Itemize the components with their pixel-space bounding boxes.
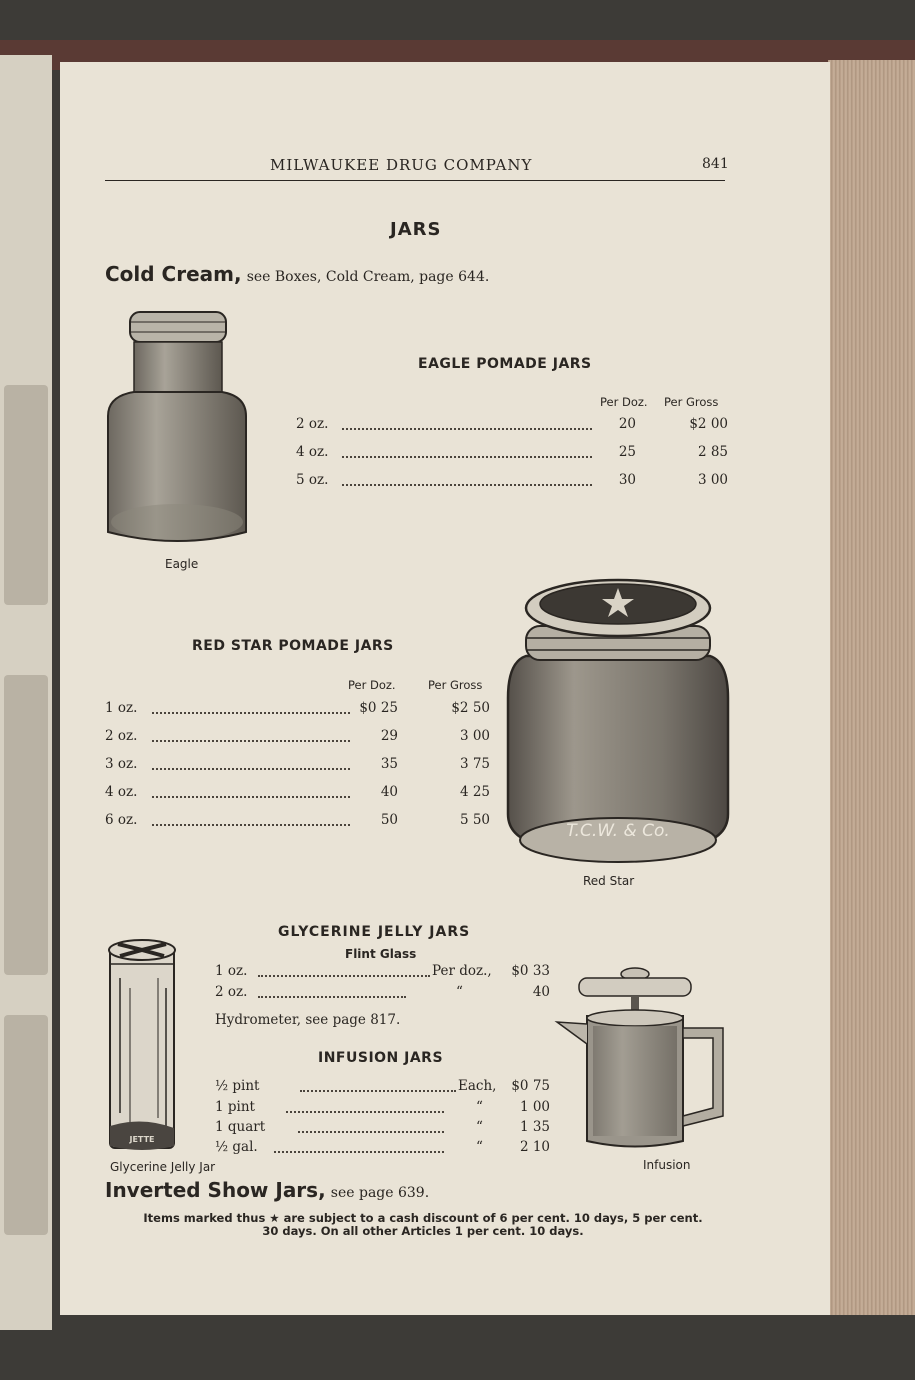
- red-star-jar-label: T.C.W. & Co.: [566, 821, 670, 841]
- glycerine-row-unit: Per doz.,: [432, 963, 492, 979]
- glycerine-jar-illustration: [108, 938, 178, 1158]
- inverted-line: [105, 1178, 429, 1202]
- facing-page-edge: [0, 55, 52, 1330]
- red-star-row-doz: 40: [380, 784, 398, 800]
- company-header: MILWAUKEE DRUG COMPANY: [270, 156, 533, 174]
- infusion-row-size: ½ gal.: [215, 1139, 258, 1155]
- infusion-heading: INFUSION JARS: [318, 1050, 444, 1066]
- discount-note: [105, 1212, 741, 1238]
- eagle-col-doz: Per Doz.: [600, 395, 648, 409]
- page-title: JARS: [390, 219, 442, 240]
- red-star-col-gross: Per Gross: [428, 678, 483, 692]
- discount-note-line-1: Items marked thus ★ are subject to a cash discount of 6 per cent. 10 days, 5 per cent.: [143, 1211, 703, 1225]
- page-block-edge: [828, 60, 915, 1315]
- eagle-col-gross: Per Gross: [664, 395, 719, 409]
- glycerine-jar-label: JETTE: [129, 1135, 155, 1144]
- red-star-heading: RED STAR POMADE JARS: [192, 638, 394, 654]
- red-star-col-doz: Per Doz.: [348, 678, 396, 692]
- eagle-jar-illustration: [104, 304, 252, 549]
- header-rule: [105, 180, 725, 181]
- infusion-row-price: $0 75: [511, 1078, 550, 1094]
- eagle-row-doz: 25: [618, 444, 636, 460]
- cold-cream-line: [105, 262, 489, 286]
- red-star-row-doz: 50: [380, 812, 398, 828]
- glycerine-row-size: 1 oz.: [215, 963, 248, 979]
- infusion-row-unit: “: [476, 1119, 483, 1135]
- infusion-row-size: 1 pint: [215, 1099, 255, 1115]
- discount-note-line-2: 30 days. On all other Articles 1 per cent. 10 days.: [262, 1224, 584, 1238]
- red-star-row-doz: 35: [380, 756, 398, 772]
- red-star-row-gross: 5 50: [459, 812, 490, 828]
- glycerine-row-price: $0 33: [511, 963, 550, 979]
- red-star-row-size: 2 oz.: [105, 728, 138, 744]
- red-star-row-gross: 3 75: [459, 756, 490, 772]
- red-star-row-gross: 4 25: [459, 784, 490, 800]
- eagle-heading: EAGLE POMADE JARS: [418, 356, 592, 372]
- infusion-row-price: 1 00: [519, 1099, 550, 1115]
- red-star-row-gross: $2 50: [451, 700, 490, 716]
- glycerine-row-size: 2 oz.: [215, 984, 248, 1000]
- page-number: 841: [702, 156, 729, 172]
- eagle-row-gross: 3 00: [697, 472, 728, 488]
- glycerine-subheading: Flint Glass: [345, 947, 417, 961]
- glycerine-row-unit: “: [456, 984, 463, 1000]
- eagle-row-doz: 30: [618, 472, 636, 488]
- infusion-jar-illustration: [553, 966, 731, 1156]
- catalog-page: [60, 62, 830, 1315]
- eagle-row-doz: 20: [618, 416, 636, 432]
- eagle-row-size: 5 oz.: [296, 472, 329, 488]
- eagle-caption: Eagle: [165, 557, 199, 571]
- eagle-row-size: 4 oz.: [296, 444, 329, 460]
- eagle-row-gross: $2 00: [689, 416, 728, 432]
- infusion-caption: Infusion: [643, 1158, 691, 1172]
- inverted-ref: see page 639.: [330, 1185, 430, 1201]
- red-star-row-size: 3 oz.: [105, 756, 138, 772]
- cold-cream-ref: see Boxes, Cold Cream, page 644.: [246, 269, 490, 285]
- infusion-row-size: 1 quart: [215, 1119, 266, 1135]
- infusion-row-unit: “: [476, 1139, 483, 1155]
- glycerine-row-price: 40: [532, 984, 550, 1000]
- red-star-jar-illustration: [506, 578, 730, 870]
- infusion-row-size: ½ pint: [215, 1078, 260, 1094]
- infusion-row-price: 1 35: [519, 1119, 550, 1135]
- red-star-caption: Red Star: [583, 874, 635, 888]
- cold-cream-name: Cold Cream,: [105, 262, 242, 286]
- eagle-row-size: 2 oz.: [296, 416, 329, 432]
- red-star-row-size: 6 oz.: [105, 812, 138, 828]
- red-star-row-gross: 3 00: [459, 728, 490, 744]
- glycerine-caption: Glycerine Jelly Jar: [110, 1160, 216, 1174]
- infusion-row-price: 2 10: [519, 1139, 550, 1155]
- eagle-row-gross: 2 85: [697, 444, 728, 460]
- hydrometer-ref: Hydrometer, see page 817.: [215, 1012, 401, 1028]
- red-star-row-doz: 29: [380, 728, 398, 744]
- red-star-row-doz: $0 25: [359, 700, 398, 716]
- inverted-name: Inverted Show Jars,: [105, 1178, 326, 1202]
- glycerine-heading: GLYCERINE JELLY JARS: [278, 924, 471, 940]
- red-star-row-size: 4 oz.: [105, 784, 138, 800]
- red-star-row-size: 1 oz.: [105, 700, 138, 716]
- infusion-row-unit: Each,: [458, 1078, 497, 1094]
- infusion-row-unit: “: [476, 1099, 483, 1115]
